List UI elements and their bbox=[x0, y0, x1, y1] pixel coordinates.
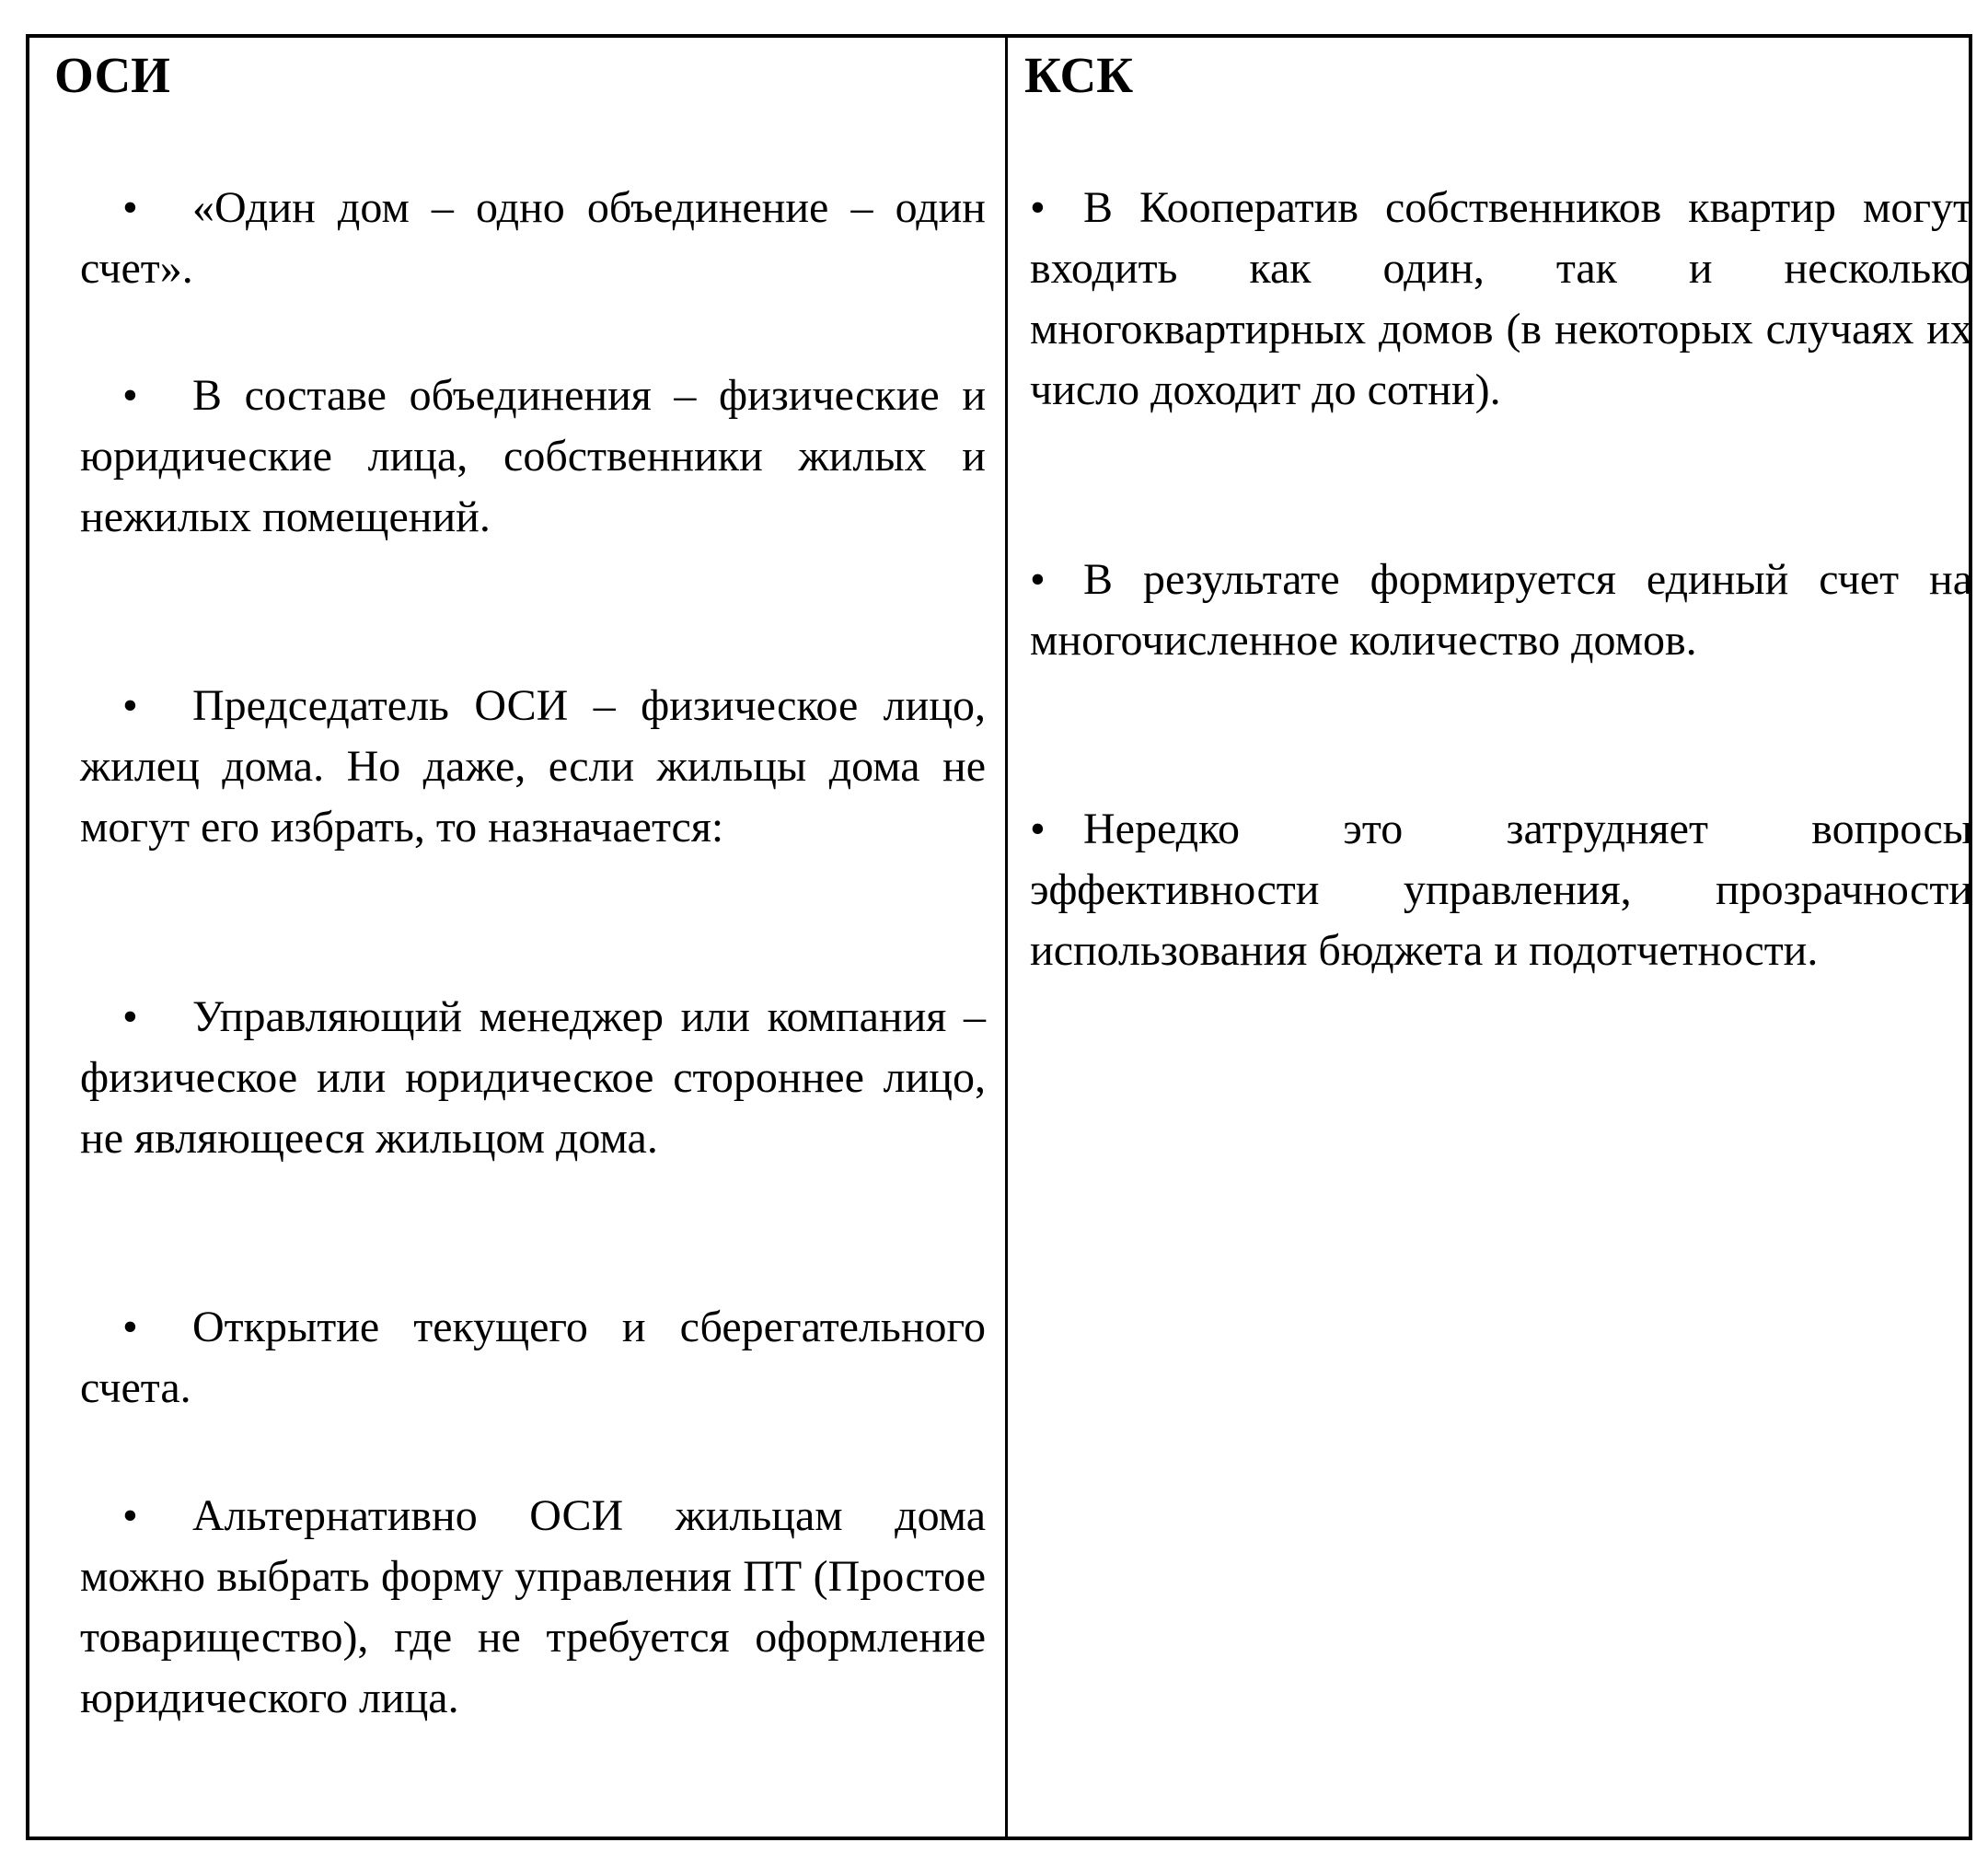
osi-item-2: • В составе объединения – физические и юридические лица, собственники жилых и нежилых помещений. bbox=[80, 365, 986, 548]
bullet-icon: • bbox=[1030, 555, 1046, 604]
bullet-icon: • bbox=[122, 371, 138, 420]
osi-item-1: • «Один дом – одно объединение – один счет». bbox=[80, 178, 986, 299]
bullet-icon: • bbox=[1030, 805, 1046, 853]
comparison-table bbox=[26, 34, 1972, 1840]
bullet-icon: • bbox=[122, 183, 138, 232]
osi-item-4: • Управляющий менеджер или компания – физическое или юридическое стороннее лицо, не являющееся жильцом дома. bbox=[80, 987, 986, 1169]
bullet-icon: • bbox=[1030, 183, 1046, 232]
ksk-item-3: • Нередко это затрудняет вопросы эффективности управления, прозрачности использования бюджета и подотчетности. bbox=[1030, 799, 1972, 981]
ksk-item-2: • В результате формируется единый счет на многочисленное количество домов. bbox=[1030, 550, 1972, 671]
bullet-icon: • bbox=[122, 1491, 138, 1540]
ksk-item-1: • В Кооператив собственников квартир могут входить как один, так и несколько многоквартирных домов (в некоторых случаях их число доходит до сотни). bbox=[1030, 178, 1972, 421]
osi-column bbox=[29, 38, 1008, 1837]
bullet-icon: • bbox=[122, 992, 138, 1041]
osi-item-3: • Председатель ОСИ – физическое лицо, жилец дома. Но даже, если жильцы дома не могут его избрать, то назначается: bbox=[80, 676, 986, 858]
osi-item-6: • Альтернативно ОСИ жильцам дома можно выбрать форму управления ПТ (Простое товарищество), где не требуется оформление юридического лица. bbox=[80, 1486, 986, 1729]
ksk-column-header: КСК bbox=[1024, 47, 1134, 103]
bullet-icon: • bbox=[122, 681, 138, 730]
osi-column-header: ОСИ bbox=[54, 47, 170, 103]
bullet-icon: • bbox=[122, 1303, 138, 1351]
osi-item-5: • Открытие текущего и сберегательного счета. bbox=[80, 1297, 986, 1419]
ksk-column bbox=[1008, 38, 1972, 1837]
